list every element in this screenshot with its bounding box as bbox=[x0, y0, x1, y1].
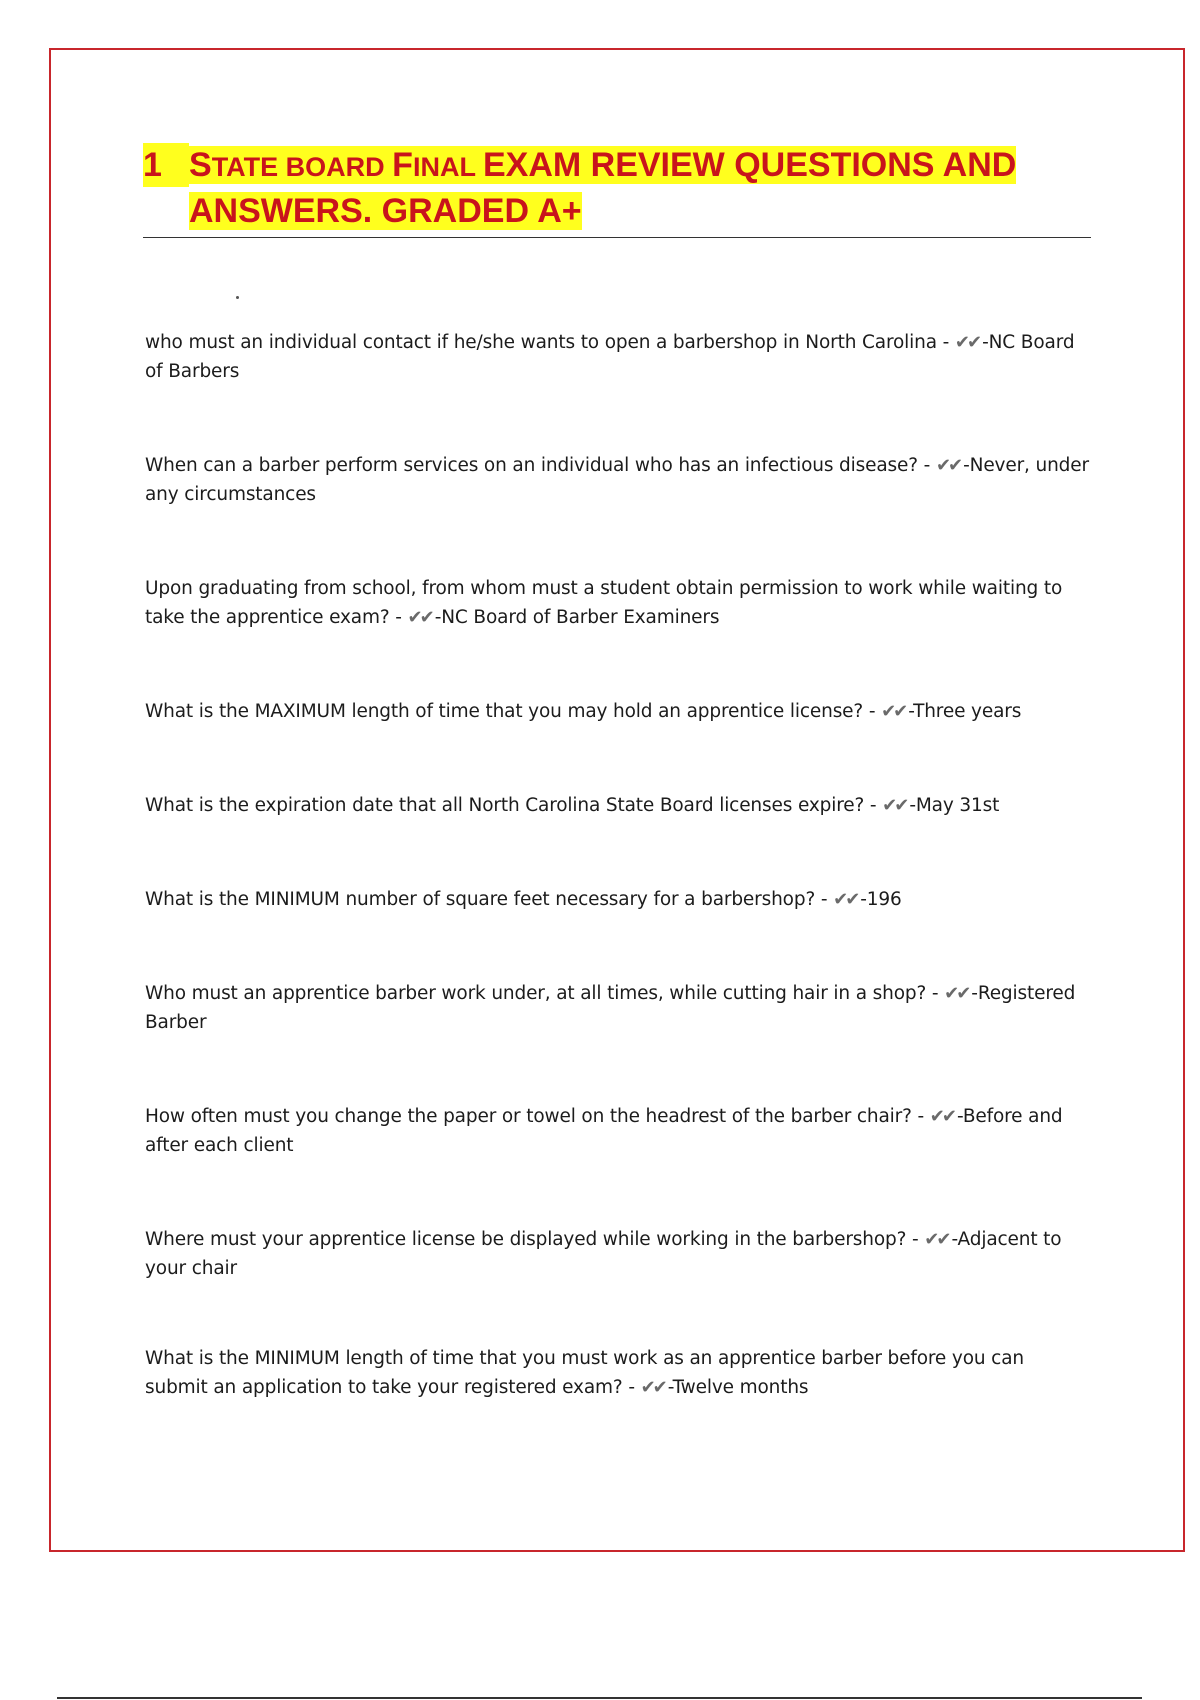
double-check-icon: ✔✔ bbox=[640, 1377, 665, 1398]
qa-item bbox=[145, 697, 1090, 726]
qa-question: What is the MAXIMUM length of time that you may hold an apprentice license? - bbox=[145, 701, 882, 722]
qa-answer: -Twelve months bbox=[667, 1377, 809, 1398]
double-check-icon: ✔✔ bbox=[935, 455, 961, 476]
qa-item bbox=[145, 979, 1090, 1037]
heading-line-1-rest: EXAM REVIEW QUESTIONS AND bbox=[482, 146, 1017, 184]
heading-sc-1-big: S bbox=[189, 146, 212, 184]
qa-question: When can a barber perform services on an individual who has an infectious disease? - bbox=[145, 455, 936, 476]
qa-question: How often must you change the paper or towel on the headrest of the barber chair? - bbox=[145, 1106, 930, 1127]
qa-answer: -Adjacent to your chair bbox=[145, 1229, 1062, 1279]
heading-line-2-text: ANSWERS. GRADED A+ bbox=[189, 192, 582, 230]
page-title bbox=[143, 143, 1091, 238]
qa-answer: -NC Board of Barber Examiners bbox=[434, 607, 720, 628]
qa-answer: -Three years bbox=[908, 701, 1022, 722]
double-check-icon: ✔✔ bbox=[944, 983, 969, 1004]
qa-question: Upon graduating from school, from whom must a student obtain permission to work while waiting to take the apprentice exam? - bbox=[145, 578, 1063, 628]
qa-item bbox=[145, 451, 1090, 509]
heading-text bbox=[189, 143, 1016, 233]
qa-question: What is the expiration date that all North Carolina State Board licenses expire? - bbox=[145, 795, 883, 816]
double-check-icon: ✔✔ bbox=[929, 1106, 954, 1127]
qa-item bbox=[145, 574, 1090, 632]
qa-answer: -196 bbox=[860, 889, 902, 910]
heading-sc-1-small: TATE BOARD bbox=[211, 152, 393, 182]
heading-row bbox=[143, 143, 1091, 233]
qa-answer: -Never, under any circumstances bbox=[145, 455, 1089, 505]
qa-question: Where must your apprentice license be displayed while working in the barbershop? - bbox=[145, 1229, 925, 1250]
qa-item bbox=[145, 1225, 1090, 1283]
heading-line-2 bbox=[189, 189, 1016, 233]
double-check-icon: ✔✔ bbox=[882, 795, 907, 816]
heading-sc-2-small: INAL bbox=[412, 152, 483, 182]
qa-question: What is the MINIMUM length of time that you must work as an apprentice barber before you can submit an application to take your registered exam? - bbox=[145, 1348, 1024, 1398]
qa-item bbox=[145, 328, 1090, 386]
footer-rule bbox=[57, 1697, 1142, 1699]
qa-question: who must an individual contact if he/she wants to open a barbershop in North Carolina - bbox=[145, 332, 955, 353]
heading-sc-2-big: F bbox=[392, 146, 413, 184]
qa-answer: -May 31st bbox=[909, 795, 1000, 816]
double-check-icon: ✔✔ bbox=[881, 701, 906, 722]
qa-item bbox=[145, 885, 1090, 914]
double-check-icon: ✔✔ bbox=[407, 607, 432, 628]
stray-dot bbox=[236, 296, 239, 299]
qa-question: Who must an apprentice barber work under, at all times, while cutting hair in a shop? - bbox=[145, 983, 945, 1004]
qa-item bbox=[145, 1344, 1090, 1402]
qa-answer: -Registered Barber bbox=[145, 983, 1076, 1033]
double-check-icon: ✔✔ bbox=[833, 889, 858, 910]
qa-item bbox=[145, 791, 1090, 820]
double-check-icon: ✔✔ bbox=[954, 332, 980, 353]
qa-answer: -NC Board of Barbers bbox=[145, 332, 1075, 382]
heading-line-1 bbox=[189, 143, 1016, 189]
qa-question: What is the MINIMUM number of square feet necessary for a barbershop? - bbox=[145, 889, 834, 910]
qa-answer: -Before and after each client bbox=[145, 1106, 1063, 1156]
heading-number: 1 bbox=[143, 143, 189, 187]
qa-item bbox=[145, 1102, 1090, 1160]
double-check-icon: ✔✔ bbox=[924, 1229, 949, 1250]
